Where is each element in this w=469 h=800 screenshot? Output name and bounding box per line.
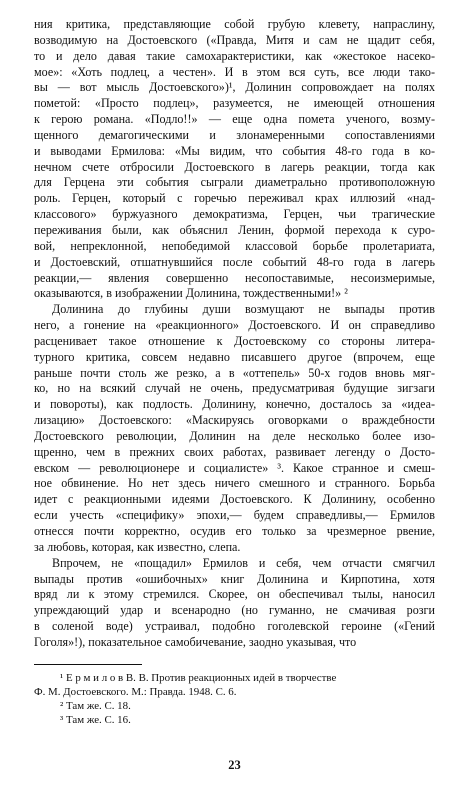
text-line: отнесся почти корректно, осудив его только за чрезмерное рвение, — [34, 524, 435, 538]
text-line: и Достоевский, отшатнувшийся после событий 48-го года в лагерь — [34, 254, 435, 269]
text-line: расценивает такое отношение к Достоевскому со стороны литера- — [34, 333, 435, 348]
text-line: реакции,— явления совершенно несопоставимые, несоизмеримые, — [34, 270, 435, 285]
text-line: евском — революционере и социалисте» ³. Какое странное и смеш- — [34, 460, 435, 475]
text-line: нечном счете отбросили Достоевского в лагерь реакции, тогда как — [34, 159, 435, 174]
paragraph — [34, 302, 435, 556]
footnote-line: ³ Там же. С. 16. — [60, 714, 131, 727]
text-line: вряд ли к этому стремился. Скорее, он обеспечивал тылы, наносил — [34, 587, 435, 602]
paragraph — [34, 17, 435, 302]
text-line: идет с реакционными идеями Достоевского. К Долинину, особенно — [34, 492, 435, 507]
footnote-line: Ф. М. Достоевского. М.: Правда. 1948. С. 6. — [34, 685, 237, 698]
text-line: роль. Герцен, который с горечью переживал крах иллюзий «над- — [34, 191, 435, 206]
footnotes — [34, 671, 435, 728]
text-line: вы — вот мысль Достоевского»)¹, Долинин сопровождает на полях — [34, 80, 435, 95]
footnote — [34, 713, 435, 727]
body-text — [34, 17, 435, 651]
text-line: Долинина до глубины души возмущают не выпады против — [52, 302, 435, 317]
text-line: если учесть «специфику» эпохи,— будем справедливы,— Ермилов — [34, 508, 435, 523]
text-line: то и дело давая такие самохарактеристики, как «жестокое насеко- — [34, 48, 435, 63]
text-line: ное обвинение. Но нет здесь ничего смешного и странного. Борьба — [34, 476, 435, 491]
text-line: щренно, чем в прежних своих работах, развивает легенду о Досто- — [34, 444, 435, 459]
paragraph — [34, 556, 435, 651]
text-line: классового» буржуазного демократизма, Герцен, чьи трагические — [34, 207, 435, 222]
text-line: переживания были, как объяснил Ленин, формой перехода к суро- — [34, 222, 435, 237]
text-line: и повороты), как подлость. Долинину, конечно, досталось за «идеа- — [34, 397, 435, 412]
text-line: ния критика, представляющие собой грубую клевету, напраслину, — [34, 17, 435, 31]
text-line: Впрочем, не «пощадил» Ермилов и себя, чем отчасти смягчил — [52, 555, 435, 570]
page-number: 23 — [228, 758, 241, 772]
text-line: пометой: «Просто подлец», разумеется, не имеющей отношения — [34, 96, 435, 111]
text-line: раньше почти столь же резко, а в «оттепель» 50-х годов вновь мяг- — [34, 365, 435, 380]
text-line: выпады против «ошибочных» книг Долинина и Кирпотина, хотя — [34, 571, 435, 586]
text-line: оказываются, в изображении Долинина, тождественными!» ² — [34, 286, 348, 301]
footnote — [34, 671, 435, 699]
text-line: в соленой воде) устраивал, подобно гоголевской героине («Гений — [34, 619, 435, 634]
text-line: упреждающий удар и всенародно (но гуманно, не смачивая розги — [34, 603, 435, 618]
text-line: и выводами Ермилова: «Мы видим, что события 48-го года в ко- — [34, 143, 435, 158]
text-line: турного критика, совсем недавно писавшего другое (впрочем, еще — [34, 349, 435, 364]
footnote-line: ² Там же. С. 18. — [60, 700, 131, 713]
text-line: за любовь, которая, как известно, слепа. — [34, 539, 241, 554]
footnote-rule — [34, 664, 142, 665]
text-line: лизацию» Достоевского: «Маскируясь оговорками о враждебности — [34, 413, 435, 428]
text-line: возводимую на Достоевского («Правда, Митя и сам не щадит себя, — [34, 32, 435, 47]
text-line: него, а гонение на «реакционного» Достоевского. И он справедливо — [34, 318, 435, 333]
footnote-line: ¹ Е р м и л о в В. В. Против реакционных идей в творчестве — [60, 671, 337, 684]
text-line: ко, но на всякий случай не очень, предусматривая будущие зигзаги — [34, 381, 435, 396]
text-line: Достоевского революции, Долинин на деле несколько более изо- — [34, 428, 435, 443]
text-line: для Герцена эти события сыграли диаметрально противоположную — [34, 175, 435, 190]
footnote — [34, 699, 435, 713]
text-line: Гоголя»!), показательное самобичевание, заодно указывая, что — [34, 634, 357, 649]
text-line: к герою романа. «Подло!!» — еще одна помета ученого, возму- — [34, 112, 435, 127]
text-line: вой, непреклонной, непобедимой классовой борьбе пролетариата, — [34, 238, 435, 253]
text-line: щенного демагогическими и злонамеренными сопоставлениями — [34, 127, 435, 142]
text-line: мое»: «Хоть подлец, а честен». И в этом вся суть, все люди тако- — [34, 64, 435, 79]
